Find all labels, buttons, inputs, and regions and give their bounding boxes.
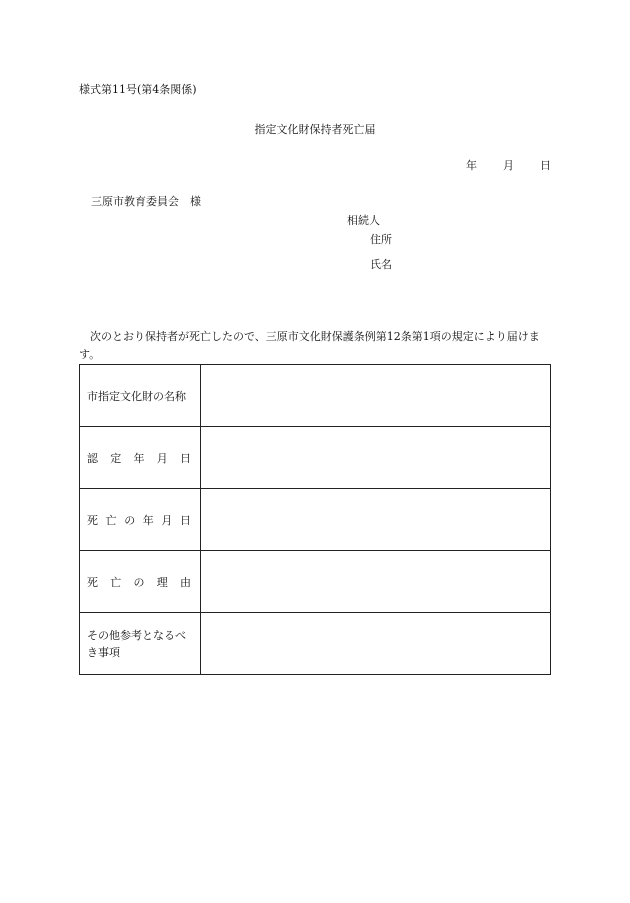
document-title: 指定文化財保持者死亡届 bbox=[254, 123, 376, 136]
label-char: 死 bbox=[87, 513, 98, 527]
label-char: の bbox=[133, 575, 145, 589]
addressee: 三原市教育委員会 様 bbox=[91, 195, 201, 208]
value-death-date[interactable] bbox=[201, 489, 551, 551]
label-text bbox=[87, 574, 191, 590]
label-text bbox=[87, 512, 191, 528]
heir-label: 相続人 bbox=[347, 214, 380, 227]
label-char: 月 bbox=[156, 451, 168, 465]
label-char: 死 bbox=[87, 575, 98, 589]
form-number: 様式第11号(第4条関係) bbox=[79, 83, 197, 96]
value-other-notes[interactable] bbox=[201, 613, 551, 675]
label-text: 市指定文化財の名称 bbox=[87, 389, 186, 403]
table-row bbox=[80, 365, 551, 427]
label-char: 年 bbox=[133, 451, 145, 465]
address-label: 住所 bbox=[370, 233, 392, 246]
label-char: 認 bbox=[87, 451, 98, 465]
month-label: 月 bbox=[503, 159, 514, 172]
label-char: 亡 bbox=[105, 513, 117, 527]
value-death-reason[interactable] bbox=[201, 551, 551, 613]
year-label: 年 bbox=[466, 159, 477, 172]
label-char: 亡 bbox=[110, 575, 122, 589]
row-label-other-notes bbox=[80, 613, 201, 675]
label-char: 理 bbox=[156, 575, 168, 589]
label-char: 日 bbox=[179, 513, 191, 527]
value-property-name[interactable] bbox=[201, 365, 551, 427]
name-label: 氏名 bbox=[370, 258, 392, 271]
row-label-death-reason bbox=[80, 551, 201, 613]
table-row bbox=[80, 489, 551, 551]
label-text bbox=[87, 450, 191, 466]
table-row bbox=[80, 551, 551, 613]
date-line bbox=[466, 157, 551, 173]
table-row bbox=[80, 427, 551, 489]
label-char: 定 bbox=[110, 451, 122, 465]
label-char: の bbox=[124, 513, 136, 527]
table-row bbox=[80, 613, 551, 675]
label-text: その他参考となるべき事項 bbox=[87, 628, 186, 659]
label-char: 年 bbox=[142, 513, 154, 527]
label-char: 由 bbox=[180, 575, 191, 589]
row-label-designation-date bbox=[80, 427, 201, 489]
body-text: 次のとおり保持者が死亡したので、三原市文化財保護条例第12条第1項の規定により届けます。 bbox=[79, 330, 540, 361]
label-char: 日 bbox=[180, 451, 191, 465]
label-char: 月 bbox=[161, 513, 173, 527]
value-designation-date[interactable] bbox=[201, 427, 551, 489]
row-label-death-date bbox=[80, 489, 201, 551]
row-label-property-name bbox=[80, 365, 201, 427]
report-table bbox=[79, 364, 551, 675]
day-label: 日 bbox=[540, 159, 551, 172]
